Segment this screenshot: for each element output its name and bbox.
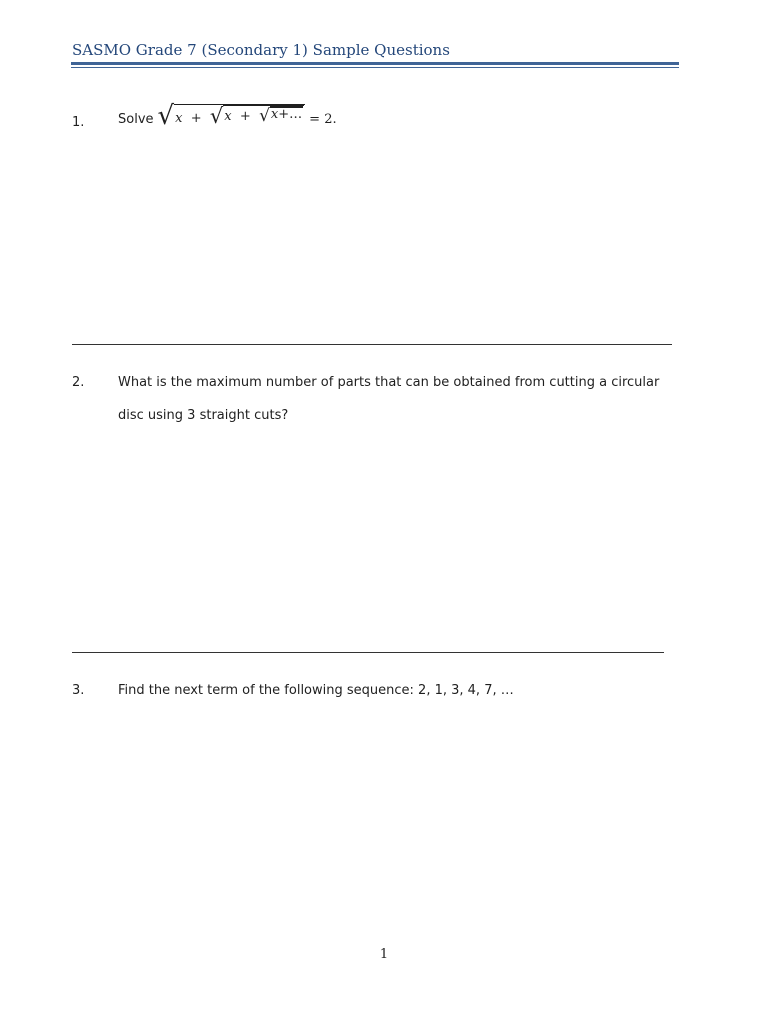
question-3-prompt: Find the next term of the following sequence: — [118, 683, 414, 698]
question-2-line-2: disc using 3 straight cuts? — [118, 408, 289, 423]
outer-radical — [157, 101, 306, 131]
question-2-text — [118, 366, 659, 432]
radical-sign-icon: √ — [259, 106, 270, 127]
radical-sign-icon: √ — [157, 101, 175, 131]
question-1-text — [118, 101, 337, 131]
equation-rhs: = 2. — [309, 112, 337, 127]
question-3-text — [118, 674, 514, 707]
header-rule-thin — [71, 67, 679, 68]
question-3-number: 3. — [72, 683, 85, 698]
variable-x: x — [270, 107, 279, 123]
plus-sign: + — [235, 109, 255, 125]
plus-sign: + — [186, 111, 206, 127]
variable-x: x — [224, 109, 232, 125]
page-number: 1 — [379, 947, 389, 962]
variable-x: x — [175, 111, 183, 127]
answer-separator-1 — [72, 344, 672, 345]
continuation-dots: +… — [278, 107, 303, 123]
question-1-number: 1. — [72, 115, 85, 130]
header-title: SASMO Grade 7 (Secondary 1) Sample Questions — [72, 41, 450, 59]
inner-radical — [259, 106, 303, 127]
question-3-sequence: 2, 1, 3, 4, 7, … — [418, 683, 514, 698]
question-2-line-1: What is the maximum number of parts that can be obtained from cutting a circular — [118, 375, 660, 390]
radical-sign-icon: √ — [209, 104, 224, 129]
question-2-number: 2. — [72, 375, 85, 390]
middle-radical — [209, 104, 304, 129]
answer-separator-2 — [72, 652, 664, 653]
nested-radical-expression — [157, 101, 337, 131]
header-rule-thick — [71, 62, 679, 65]
question-1-prefix: Solve — [118, 112, 154, 127]
